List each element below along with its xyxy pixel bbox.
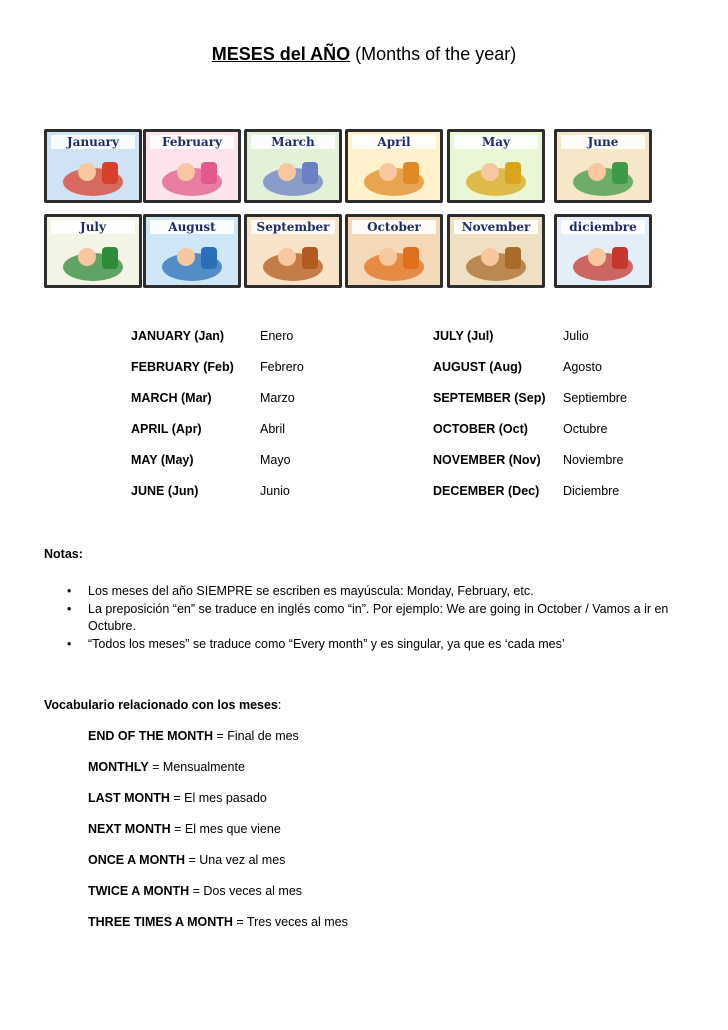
month-tile-label: March	[251, 135, 335, 149]
vocab-translation: = Tres veces al mes	[232, 915, 348, 929]
vocab-term: ONCE A MONTH	[88, 853, 185, 867]
month-english: AUGUST (Aug)	[433, 360, 522, 374]
month-spanish: Enero	[260, 329, 294, 343]
month-english: JUNE (Jun)	[131, 484, 199, 498]
page-title	[0, 44, 728, 65]
vocab-item	[88, 915, 348, 929]
month-tile	[345, 129, 443, 203]
month-tile-label: February	[150, 135, 234, 149]
bullet-icon: •	[67, 637, 72, 651]
bullet-icon: •	[67, 602, 72, 616]
month-tile-label: January	[51, 135, 135, 149]
month-english: SEPTEMBER (Sep)	[433, 391, 546, 405]
month-english: NOVEMBER (Nov)	[433, 453, 541, 467]
vocab-item	[88, 884, 302, 898]
month-spanish: Octubre	[563, 422, 608, 436]
month-tile-label: November	[454, 220, 538, 234]
month-tile-label: May	[454, 135, 538, 149]
vocab-heading: Vocabulario relacionado con los meses:	[44, 698, 282, 712]
bullet-icon: •	[67, 584, 72, 598]
note-item: • La preposición “en” se traduce en inglés como “in”. Por ejemplo: We are going in October / Vamos a ir en Octubre.	[67, 602, 669, 633]
title-main: MESES del AÑO	[211, 44, 351, 64]
note-item: • “Todos los meses” se traduce como “Every month” y es singular, ya que es ‘cada mes’	[67, 637, 565, 651]
vocab-item	[88, 729, 299, 743]
month-tile	[447, 129, 545, 203]
month-spanish: Noviembre	[563, 453, 624, 467]
vocab-term: NEXT MONTH	[88, 822, 171, 836]
vocab-item	[88, 791, 267, 805]
month-spanish: Junio	[260, 484, 290, 498]
month-spanish: Marzo	[260, 391, 295, 405]
vocab-translation: = El mes pasado	[169, 791, 267, 805]
month-spanish: Julio	[563, 329, 589, 343]
vocab-term: MONTHLY	[88, 760, 149, 774]
month-tile-label: June	[561, 135, 645, 149]
month-tile	[244, 214, 342, 288]
month-english: JULY (Jul)	[433, 329, 494, 343]
month-tile	[44, 214, 142, 288]
month-tile-label: September	[251, 220, 335, 234]
month-spanish: Abril	[260, 422, 286, 436]
month-english: JANUARY (Jan)	[131, 329, 225, 343]
month-english: MAY (May)	[131, 453, 194, 467]
month-spanish: Mayo	[260, 453, 291, 467]
month-spanish: Febrero	[260, 360, 304, 374]
month-english: DECEMBER (Dec)	[433, 484, 540, 498]
month-tile	[554, 129, 652, 203]
month-english: MARCH (Mar)	[131, 391, 212, 405]
note-item: • Los meses del año SIEMPRE se escriben es mayúscula: Monday, February, etc.	[67, 584, 534, 598]
month-tile-label: August	[150, 220, 234, 234]
vocab-term: THREE TIMES A MONTH	[88, 915, 233, 929]
month-tile-label: April	[352, 135, 436, 149]
vocab-item	[88, 853, 285, 867]
vocab-translation: = Final de mes	[213, 729, 299, 743]
vocab-term: LAST MONTH	[88, 791, 170, 805]
title-sub: (Months of the year)	[350, 44, 517, 64]
month-tile	[345, 214, 443, 288]
month-spanish: Diciembre	[563, 484, 620, 498]
month-tile	[447, 214, 545, 288]
month-tile	[244, 129, 342, 203]
month-tile-label: diciembre	[561, 220, 645, 234]
vocab-term: TWICE A MONTH	[88, 884, 190, 898]
month-english: OCTOBER (Oct)	[433, 422, 528, 436]
vocab-translation: = Mensualmente	[148, 760, 245, 774]
notes-heading: Notas:	[44, 547, 83, 561]
month-spanish: Septiembre	[563, 391, 627, 405]
month-english: APRIL (Apr)	[131, 422, 202, 436]
month-tile	[143, 214, 241, 288]
vocab-term: END OF THE MONTH	[88, 729, 213, 743]
month-tile-label: July	[51, 220, 135, 234]
vocab-item	[88, 822, 281, 836]
vocab-item	[88, 760, 245, 774]
vocab-translation: = El mes que viene	[170, 822, 281, 836]
month-tile	[44, 129, 142, 203]
month-tile-label: October	[352, 220, 436, 234]
month-spanish: Agosto	[563, 360, 602, 374]
month-english: FEBRUARY (Feb)	[131, 360, 234, 374]
vocab-translation: = Dos veces al mes	[189, 884, 303, 898]
vocab-translation: = Una vez al mes	[185, 853, 286, 867]
month-tile	[554, 214, 652, 288]
notes-list	[67, 583, 688, 654]
month-tile	[143, 129, 241, 203]
